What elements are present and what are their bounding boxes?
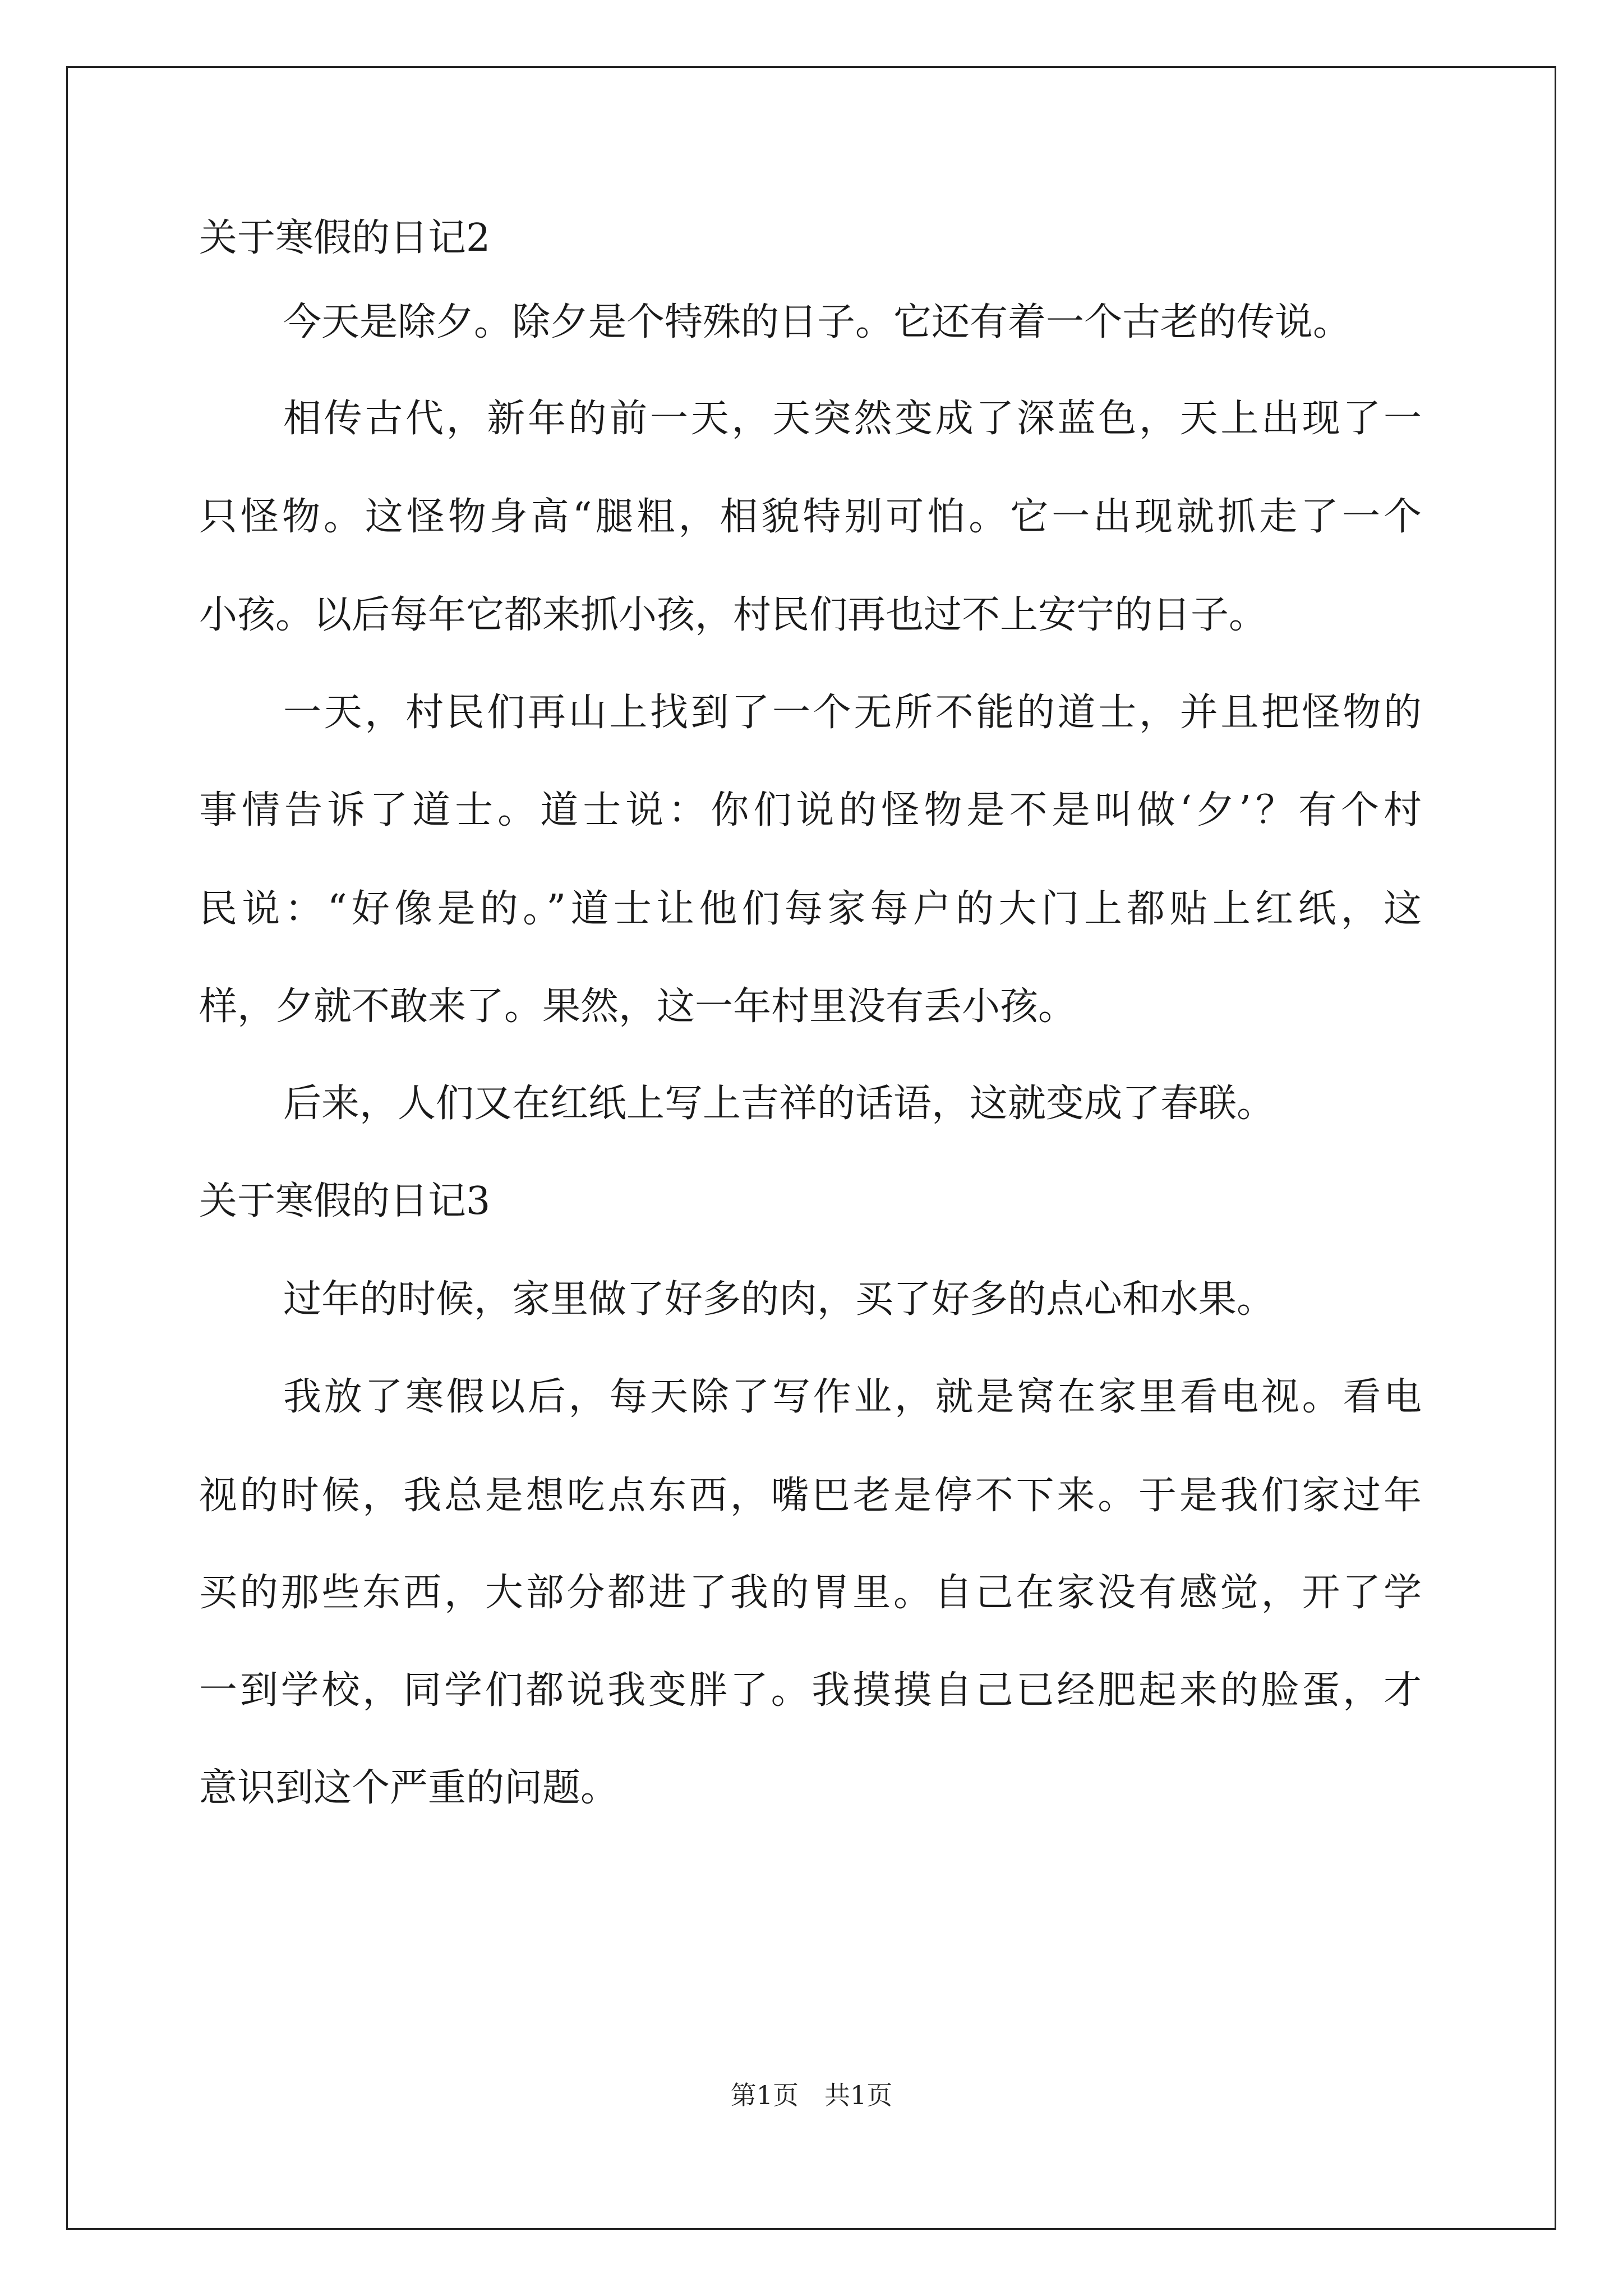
section-heading: 关于寒假的日记3	[199, 1179, 491, 1223]
paragraph-line: 今天是除夕。除夕是个特殊的日子。它还有着一个古老的传说。	[283, 300, 1352, 344]
paragraph-line: 只怪物。这怪物身高“腿粗，相貌特别可怕。它一出现就抓走了一个	[199, 495, 1422, 539]
paragraph-line: 后来，人们又在红纸上写上吉祥的话语，这就变成了春联。	[283, 1082, 1275, 1126]
paragraph-line: 样，夕就不敢来了。果然，这一年村里没有丢小孩。	[199, 984, 1077, 1029]
paragraph-line: 我放了寒假以后，每天除了写作业，就是窝在家里看电视。看电	[283, 1375, 1422, 1419]
paragraph-line: 视的时候，我总是想吃点东西，嘴巴老是停不下来。于是我们家过年	[199, 1474, 1422, 1518]
paragraph-line: 过年的时候，家里做了好多的肉，买了好多的点心和水果。	[283, 1277, 1275, 1322]
paragraph-line: 事情告诉了道士。道士说：你们说的怪物是不是叫做‘夕’？有个村	[199, 788, 1422, 832]
paragraph-line: 小孩。以后每年它都来抓小孩，村民们再也过不上安宁的日子。	[199, 593, 1267, 637]
paragraph-line: 一天，村民们再山上找到了一个无所不能的道士，并且把怪物的	[283, 691, 1422, 735]
paragraph-line: 买的那些东西，大部分都进了我的胃里。自己在家没有感觉，开了学	[199, 1571, 1422, 1615]
paragraph-line: 民说：“好像是的。”道士让他们每家每户的大门上都贴上红纸，这	[199, 887, 1422, 931]
paragraph-line: 意识到这个严重的问题。	[199, 1766, 619, 1810]
paragraph-line: 相传古代，新年的前一天，天突然变成了深蓝色，天上出现了一	[283, 397, 1422, 441]
section-heading: 关于寒假的日记2	[199, 216, 491, 260]
paragraph-line: 一到学校，同学们都说我变胖了。我摸摸自己已经肥起来的脸蛋，才	[199, 1668, 1422, 1713]
page-number: 第1页 共1页	[730, 2080, 893, 2110]
